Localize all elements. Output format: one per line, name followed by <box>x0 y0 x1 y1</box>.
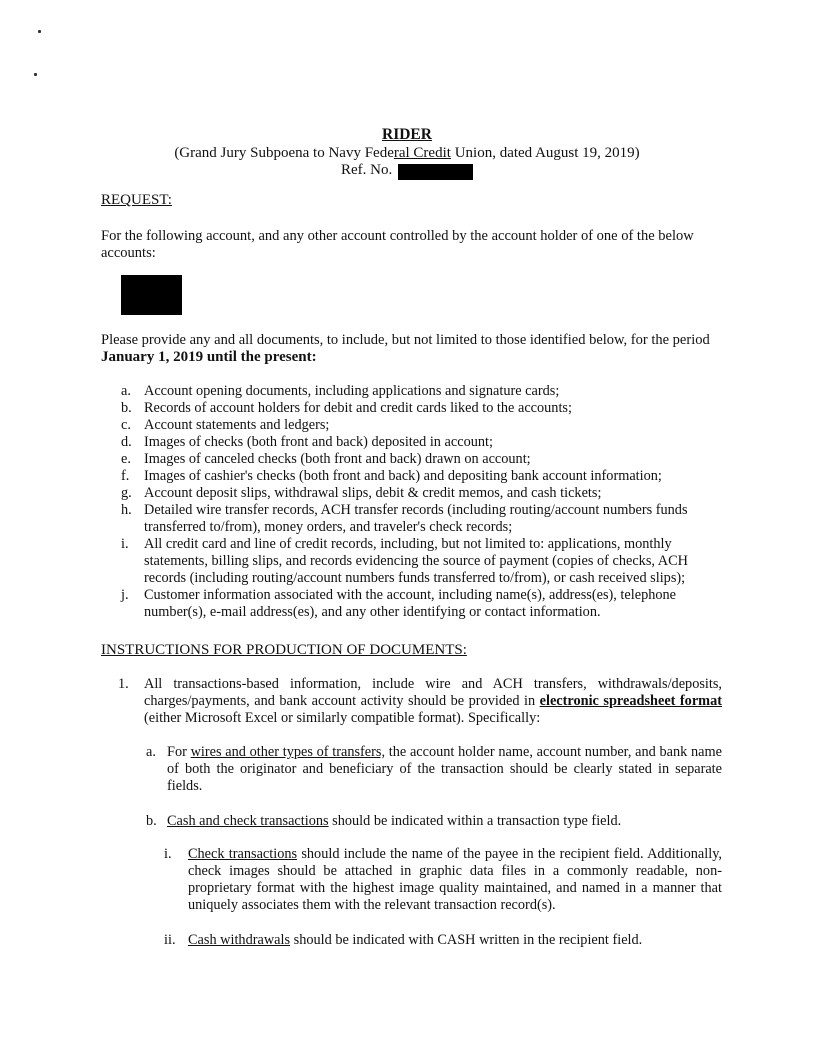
item-text: Images of checks (both front and back) deposited in account; <box>144 434 493 450</box>
instruction-ii-text: should be indicated with CASH written in the recipient field. <box>293 932 643 948</box>
scan-speck <box>38 30 41 33</box>
item-marker: e. <box>121 451 131 467</box>
request-intro: For the following account, and any other account controlled by the account holder of one of the below accounts: <box>101 228 694 261</box>
instruction-i-marker: i. <box>164 846 172 862</box>
request-item <box>101 417 726 434</box>
item-text: All credit card and line of credit records, including, but not limited to: applications, monthly statements, billing slips, and records evidencing the source of payment (copies of checks, ACH records (including routing/account numbers funds transferred to/from), or cash received slips); <box>144 536 688 586</box>
instruction-b-underlined: Cash and check transactions <box>167 813 329 829</box>
account-redaction <box>121 275 182 315</box>
item-marker: j. <box>121 587 129 603</box>
item-text: Records of account holders for debit and credit cards liked to the accounts; <box>144 400 572 416</box>
instruction-1-emphasis: electronic spreadsheet format <box>539 693 722 709</box>
period-dates: January 1, 2019 until the present: <box>101 349 317 365</box>
item-marker: f. <box>121 468 130 484</box>
request-heading: REQUEST: <box>101 192 172 208</box>
item-marker: g. <box>121 485 132 501</box>
instruction-a-underlined: wires and other types of transfers, <box>190 744 386 760</box>
period-paragraph <box>101 332 723 366</box>
item-text: Images of canceled checks (both front and back) drawn on account; <box>144 451 531 467</box>
ref-number-redaction <box>398 164 473 180</box>
item-marker: a. <box>121 383 131 399</box>
request-item <box>101 502 726 536</box>
item-text: Account statements and ledgers; <box>144 417 330 433</box>
instruction-i-text: should include the name of the payee in the recipient field. Additionally, check images should be attached in graphic data files in a commonly readable, non-proprietary format with the highest image quality maintained, and named in a manner that uniquely associates them with the relevant transaction record(s). <box>188 846 723 913</box>
item-marker: h. <box>121 502 132 518</box>
item-text: Detailed wire transfer records, ACH transfer records (including routing/account numbers funds transferred to/from), money orders, and traveler's check records; <box>144 502 688 535</box>
instruction-b-text: should be indicated within a transaction type field. <box>332 813 622 829</box>
item-marker: b. <box>121 400 132 416</box>
ref-label: Ref. No. <box>341 162 393 178</box>
instruction-i-underlined: Check transactions <box>188 846 298 862</box>
request-item <box>101 451 726 468</box>
item-text: Account opening documents, including applications and signature cards; <box>144 383 560 399</box>
instruction-a <box>146 744 722 795</box>
instruction-b <box>146 813 722 830</box>
item-text: Customer information associated with the account, including name(s), address(es), telephone number(s), e-mail address(es), and any other identifying or contact information. <box>144 587 677 620</box>
item-marker: c. <box>121 417 131 433</box>
request-item <box>101 468 726 485</box>
instruction-1-text-before: All transactions-based information, include wire and ACH transfers, withdrawals/deposits, charges/payments, and bank account activity should be provided in <box>144 676 722 709</box>
instruction-i <box>164 846 722 914</box>
instruction-a-marker: a. <box>146 744 156 760</box>
instruction-b-marker: b. <box>146 813 157 829</box>
instruction-ii-underlined: Cash withdrawals <box>188 932 291 948</box>
request-item <box>101 434 726 451</box>
subtitle-part-underlined: ral Credit <box>393 145 451 161</box>
period-text: Please provide any and all documents, to include, but not limited to those identified below, for the period <box>101 332 710 348</box>
request-item <box>101 400 726 417</box>
instruction-ii-marker: ii. <box>164 932 176 948</box>
item-text: Account deposit slips, withdrawal slips, debit & credit memos, and cash tickets; <box>144 485 602 501</box>
instruction-ii <box>164 932 722 949</box>
subtitle-part: (Grand Jury Subpoena to Navy Fede <box>174 145 394 161</box>
item-marker: d. <box>121 434 132 450</box>
ref-number-line <box>0 162 814 180</box>
request-items-list <box>101 383 726 621</box>
instruction-1-text-after: (either Microsoft Excel or similarly compatible format). Specifically: <box>144 710 541 726</box>
rider-title: RIDER <box>382 126 432 143</box>
request-item <box>101 587 726 621</box>
request-item <box>101 485 726 502</box>
instructions-heading: INSTRUCTIONS FOR PRODUCTION OF DOCUMENTS: <box>101 642 467 658</box>
item-marker: i. <box>121 536 129 552</box>
instruction-a-text: the account holder name, account number, and bank name of both the originator and beneficiary of the transaction should be clearly stated in separate fields. <box>167 744 722 794</box>
request-item <box>101 383 726 400</box>
request-item <box>101 536 726 587</box>
instruction-a-pre: For <box>167 744 187 760</box>
scan-speck <box>34 73 37 76</box>
subpoena-subtitle <box>0 145 814 162</box>
instruction-1 <box>118 676 722 727</box>
subtitle-part: Union, dated August 19, 2019) <box>450 145 640 161</box>
instruction-1-marker: 1. <box>118 676 129 692</box>
item-text: Images of cashier's checks (both front and back) and depositing bank account information; <box>144 468 662 484</box>
